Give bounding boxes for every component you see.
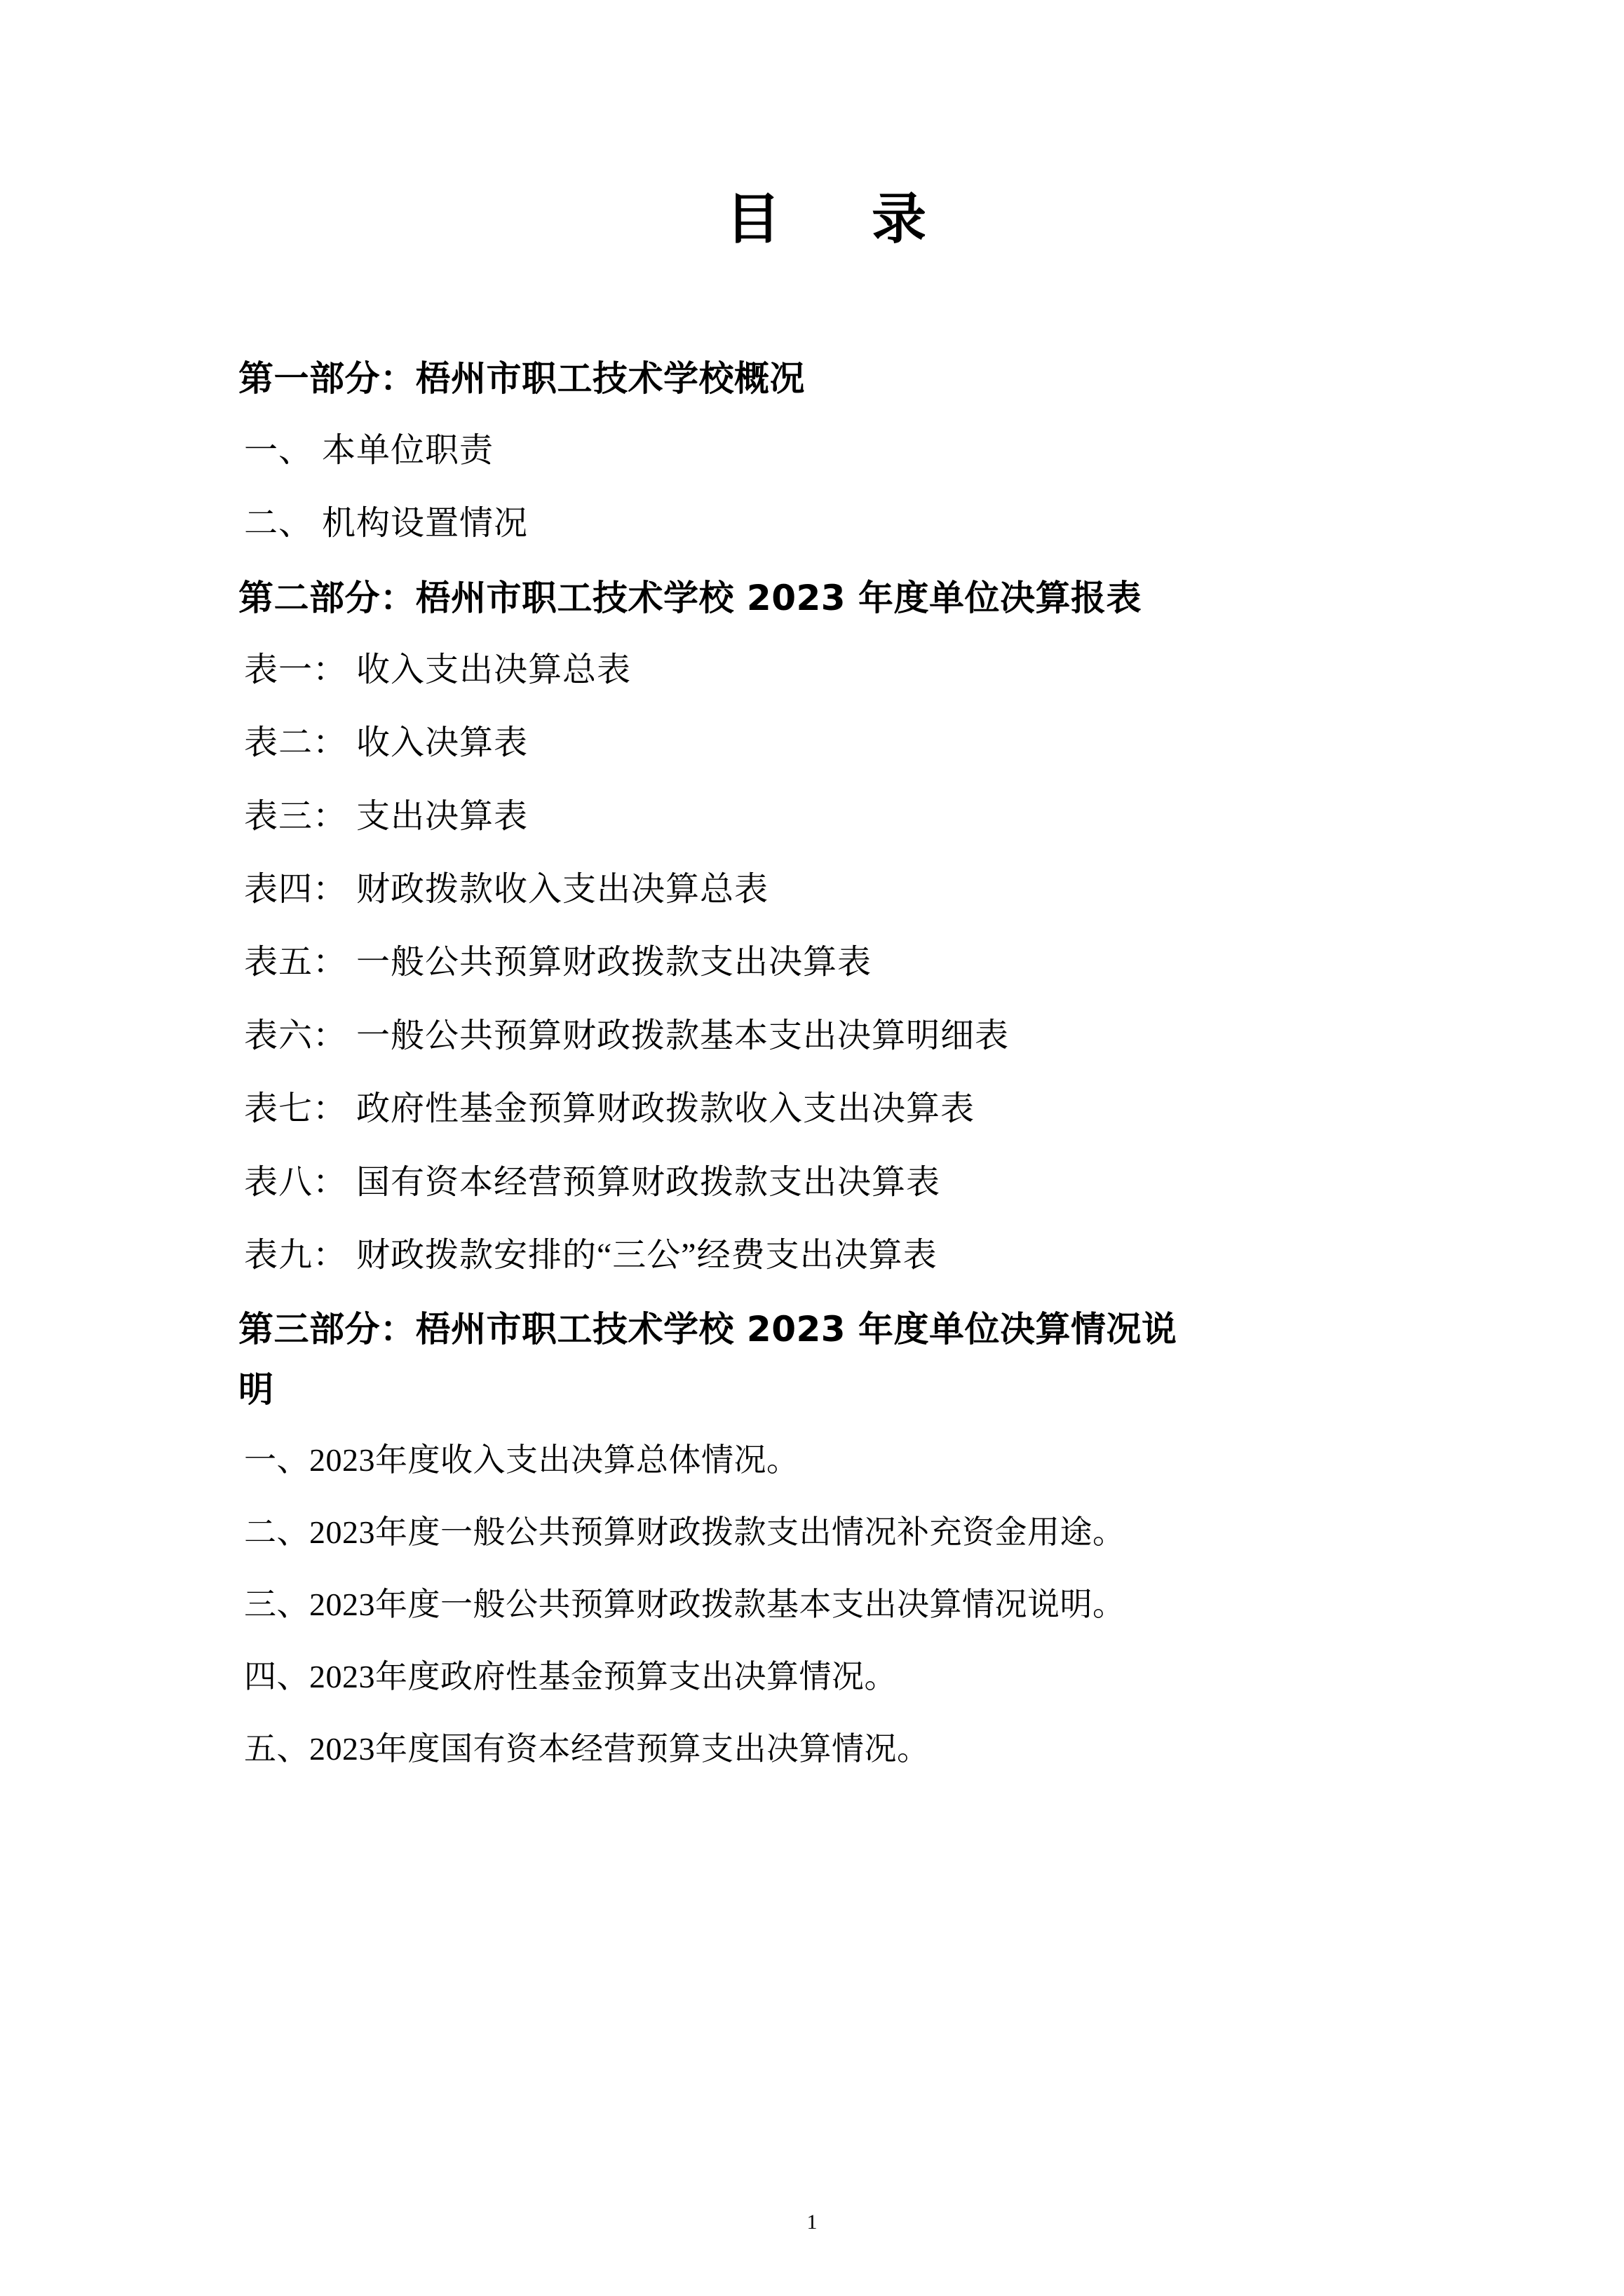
toc-item[interactable]: 表七： 政府性基金预算财政拨款收入支出决算表 [244,1090,975,1128]
section-heading-part-three-continued: 明 [238,1369,274,1411]
toc-item[interactable]: 表八： 国有资本经营预算财政拨款支出决算表 [244,1163,941,1201]
section-heading-part-two: 第二部分：梧州市职工技术学校 2023 年度单位决算报表 [238,577,1142,618]
toc-item[interactable]: 二、 机构设置情况 [244,505,529,543]
toc-item[interactable]: 表九： 财政拨款安排的“三公”经费支出决算表 [244,1236,938,1274]
section-heading-part-one: 第一部分：梧州市职工技术学校概况 [238,358,805,399]
toc-item[interactable]: 二、2023年度一般公共预算财政拨款支出情况补充资金用途。 [244,1514,1125,1551]
toc-item[interactable]: 表五： 一般公共预算财政拨款支出决算表 [244,944,872,981]
toc-item[interactable]: 表六： 一般公共预算财政拨款基本支出决算明细表 [244,1017,1010,1054]
toc-item[interactable]: 一、 本单位职责 [244,432,494,469]
toc-item[interactable]: 表三： 支出决算表 [244,797,529,835]
toc-item[interactable]: 四、2023年度政府性基金预算支出决算情况。 [244,1659,897,1695]
toc-item[interactable]: 三、2023年度一般公共预算财政拨款基本支出决算情况说明。 [244,1587,1125,1623]
toc-item[interactable]: 五、2023年度国有资本经营预算支出决算情况。 [244,1731,930,1767]
toc-item[interactable]: 表四： 财政拨款收入支出决算总表 [244,870,769,908]
page-title: 目 录 [725,188,945,251]
toc-item[interactable]: 一、2023年度收入支出决算总体情况。 [244,1442,799,1479]
toc-item[interactable]: 表一： 收入支出决算总表 [244,651,632,688]
section-heading-part-three: 第三部分：梧州市职工技术学校 2023 年度单位决算情况说 [238,1309,1177,1350]
page-number: 1 [806,2210,818,2234]
toc-item[interactable]: 表二： 收入决算表 [244,724,529,762]
